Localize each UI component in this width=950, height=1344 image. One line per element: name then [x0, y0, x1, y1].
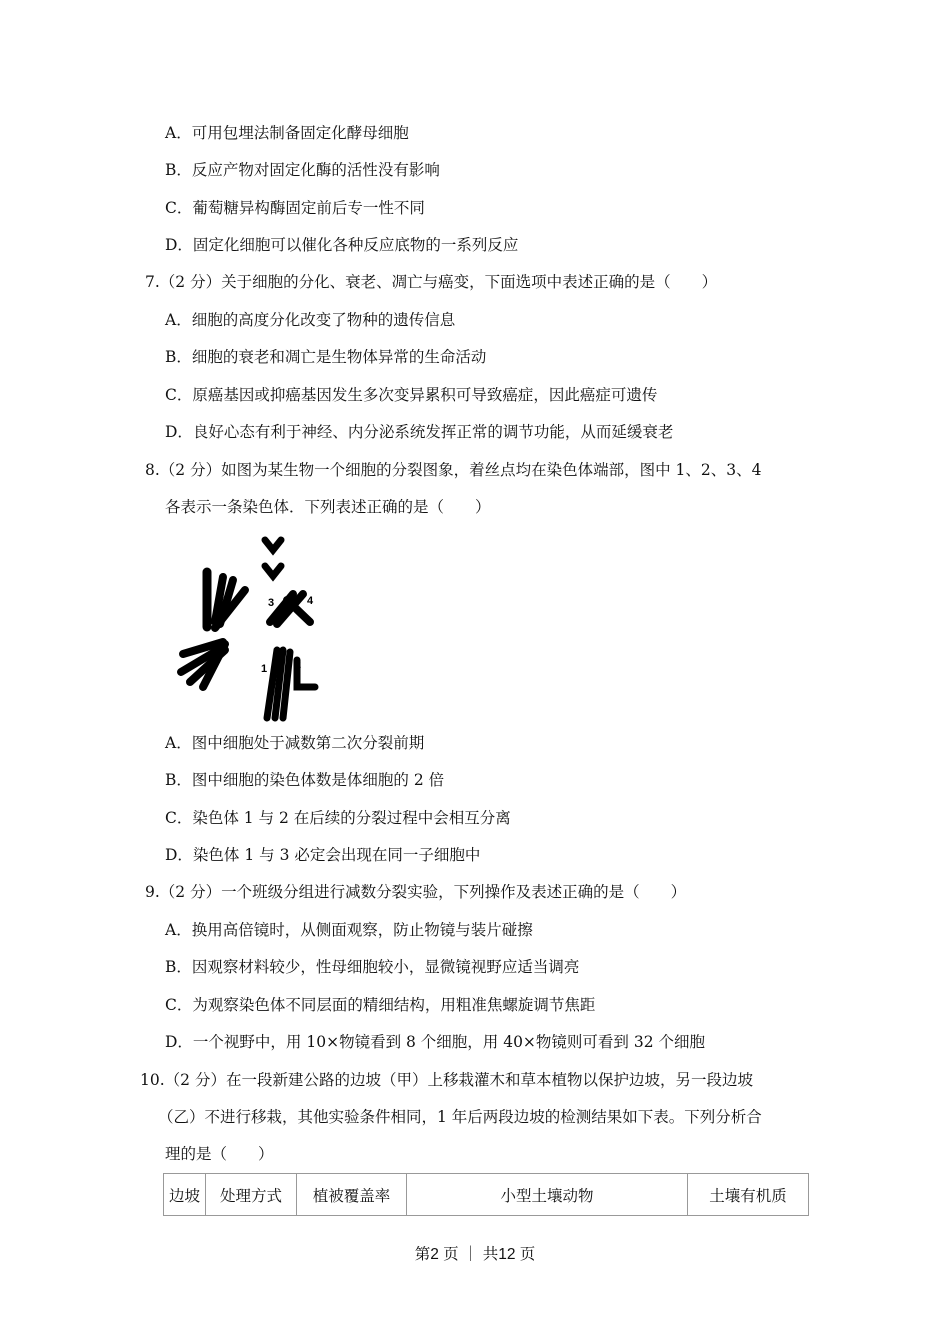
q8-stem-line1: 8.（2 分）如图为某生物一个细胞的分裂图象，着丝点均在染色体端部，图中 1、2、3、4	[145, 461, 762, 479]
q7-option-d: D．良好心态有利于神经、内分泌系统发挥正常的调节功能，从而延缓衰老	[165, 423, 674, 441]
q6-option-d: D．固定化细胞可以催化各种反应底物的一系列反应	[165, 236, 519, 254]
q9-option-b: B．因观察材料较少，性母细胞较小，显微镜视野应适当调亮	[165, 958, 580, 976]
chromosome-label-1: 1	[261, 663, 268, 675]
q7-option-b: B．细胞的衰老和凋亡是生物体异常的生命活动	[165, 348, 487, 366]
chromosome-label-4: 4	[307, 595, 314, 607]
q8-option-a: A．图中细胞处于减数第二次分裂前期	[165, 734, 425, 752]
chromosome-label-2: 2	[295, 659, 302, 671]
q9-option-a: A．换用高倍镜时，从侧面观察，防止物镜与装片碰擦	[165, 921, 533, 939]
q9-stem: 9.（2 分）一个班级分组进行减数分裂实验，下列操作及表述正确的是（ ）	[145, 883, 687, 901]
q8-stem-line2: 各表示一条染色体．下列表述正确的是（ ）	[165, 498, 491, 516]
chromosome-label-3: 3	[268, 597, 275, 609]
table-header-cell: 边坡	[164, 1174, 206, 1216]
q8-option-b: B．图中细胞的染色体数是体细胞的 2 倍	[165, 771, 445, 789]
q10-stem-line2: （乙）不进行移栽，其他实验条件相同，1 年后两段边坡的检测结果如下表。下列分析合	[158, 1108, 762, 1126]
q10-data-table	[163, 1173, 809, 1216]
table-header-cell: 处理方式	[206, 1174, 297, 1216]
table-header-cell: 土壤有机质	[688, 1174, 809, 1216]
chromosome-figure	[165, 532, 325, 724]
page-footer: 第2 页 ｜ 共12 页	[414, 1246, 536, 1263]
q8-option-c: C．染色体 1 与 2 在后续的分裂过程中会相互分离	[165, 809, 511, 827]
q6-option-c: C．葡萄糖异构酶固定前后专一性不同	[165, 199, 425, 217]
q7-option-c: C．原癌基因或抑癌基因发生多次变异累积可导致癌症，因此癌症可遗传	[165, 386, 658, 404]
table-header-cell: 小型土壤动物	[407, 1174, 688, 1216]
q9-option-d: D．一个视野中，用 10×物镜看到 8 个细胞，用 40×物镜则可看到 32 个细胞	[165, 1033, 705, 1051]
table-header-cell: 植被覆盖率	[297, 1174, 407, 1216]
table-header-row	[164, 1174, 809, 1216]
q10-stem-line1: 10.（2 分）在一段新建公路的边坡（甲）上移栽灌木和草本植物以保护边坡，另一段边坡	[140, 1071, 753, 1089]
q8-option-d: D．染色体 1 与 3 必定会出现在同一子细胞中	[165, 846, 481, 864]
q6-option-a: A．可用包埋法制备固定化酵母细胞	[165, 124, 409, 142]
q7-option-a: A．细胞的高度分化改变了物种的遗传信息	[165, 311, 456, 329]
q10-stem-line3: 理的是（ ）	[165, 1145, 274, 1163]
q7-stem: 7.（2 分）关于细胞的分化、衰老、凋亡与癌变，下面选项中表述正确的是（ ）	[145, 273, 718, 291]
q6-option-b: B．反应产物对固定化酶的活性没有影响	[165, 161, 440, 179]
q9-option-c: C．为观察染色体不同层面的精细结构，用粗准焦螺旋调节焦距	[165, 996, 596, 1014]
